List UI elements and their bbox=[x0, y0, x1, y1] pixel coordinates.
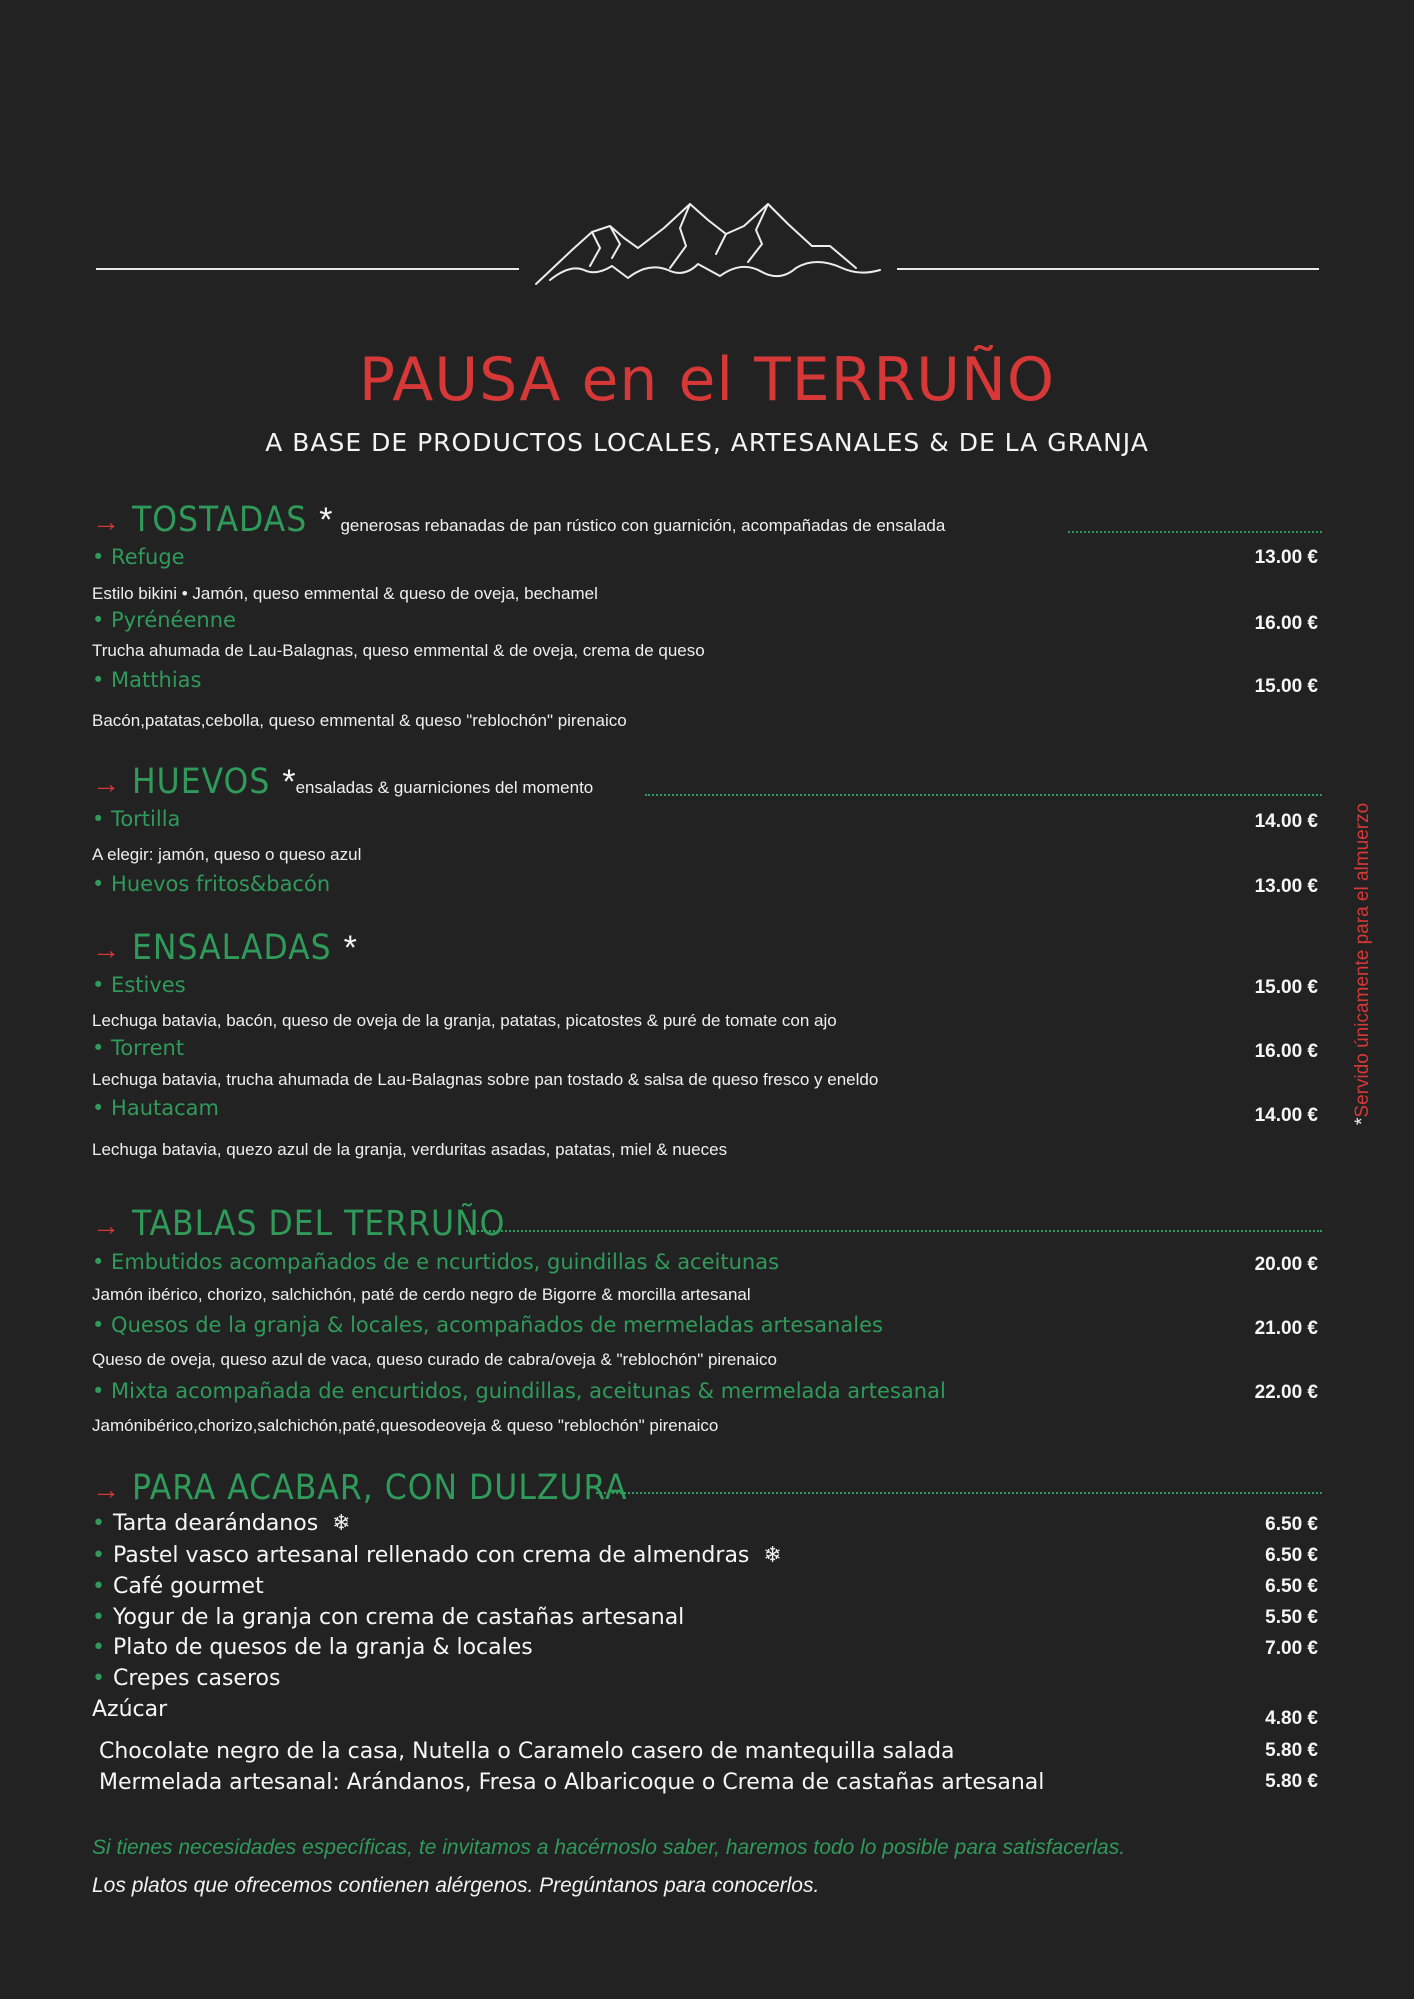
menu-item-price: 4.80 € bbox=[1265, 1708, 1318, 1729]
section-header-tostadas bbox=[92, 500, 945, 540]
section-title: HUEVOS bbox=[132, 762, 271, 802]
menu-item-price: 22.00 € bbox=[1254, 1382, 1318, 1403]
side-note-text: Servido únicamente para el almuerzo bbox=[1352, 802, 1373, 1118]
menu-item-price: 15.00 € bbox=[1254, 977, 1318, 998]
section-note: ensaladas & guarniciones del momento bbox=[295, 778, 594, 797]
menu-subtitle: A BASE DE PRODUCTOS LOCALES, ARTESANALES & DE LA GRANJA bbox=[265, 428, 1149, 457]
side-note-lunch-only bbox=[1352, 803, 1374, 1125]
menu-item-price: 5.50 € bbox=[1265, 1607, 1318, 1628]
bullet: • bbox=[92, 1605, 105, 1630]
section-title: TOSTADAS bbox=[132, 500, 308, 540]
right-divider bbox=[897, 268, 1319, 270]
mountains-logo bbox=[530, 198, 890, 290]
menu-item-price: 6.50 € bbox=[1265, 1545, 1318, 1566]
dessert-item bbox=[92, 1605, 684, 1630]
dessert-name: Tarta dearándanos bbox=[112, 1511, 319, 1536]
menu-item-desc: Estilo bikini • Jamón, queso emmental & queso de oveja, bechamel bbox=[92, 584, 598, 603]
menu-item-price: 6.50 € bbox=[1265, 1576, 1318, 1597]
arrow-icon: → bbox=[92, 1474, 120, 1505]
menu-item-price: 21.00 € bbox=[1254, 1318, 1318, 1339]
dessert-name: Café gourmet bbox=[112, 1574, 264, 1599]
dotted-leader bbox=[466, 1230, 1322, 1232]
menu-item-price: 13.00 € bbox=[1254, 876, 1318, 897]
footer-note-needs: Si tienes necesidades específicas, te invitamos a hacérnoslo saber, haremos todo lo posible para satisfacerlas. bbox=[92, 1836, 1126, 1859]
dotted-leader bbox=[1068, 531, 1322, 533]
menu-item-price: 13.00 € bbox=[1254, 547, 1318, 568]
section-header-postres bbox=[92, 1468, 628, 1508]
dessert-name: Yogur de la granja con crema de castañas artesanal bbox=[112, 1605, 685, 1630]
menu-item-name: • Huevos fritos&bacón bbox=[92, 872, 331, 896]
bullet: • bbox=[92, 1511, 105, 1536]
section-header-ensaladas bbox=[92, 928, 357, 968]
menu-item-price: 5.80 € bbox=[1265, 1771, 1318, 1792]
menu-item-price: 16.00 € bbox=[1254, 613, 1318, 634]
arrow-icon: → bbox=[92, 1210, 120, 1241]
menu-item-desc: Bacón,patatas,cebolla, queso emmental & queso "reblochón" pirenaico bbox=[92, 711, 627, 730]
dessert-item bbox=[92, 1635, 533, 1660]
dessert-name: Crepes caseros bbox=[112, 1666, 281, 1691]
section-title: PARA ACABAR, CON DULZURA bbox=[132, 1468, 628, 1508]
arrow-icon: → bbox=[92, 768, 120, 799]
menu-item-price: 7.00 € bbox=[1265, 1638, 1318, 1659]
menu-item-desc: Lechuga batavia, trucha ahumada de Lau-Balagnas sobre pan tostado & salsa de queso fresco y eneldo bbox=[92, 1070, 879, 1089]
section-header-huevos bbox=[92, 762, 593, 802]
section-title: TABLAS DEL TERRUÑO bbox=[132, 1204, 506, 1244]
asterisk: * bbox=[319, 501, 333, 539]
bullet: • bbox=[92, 1543, 105, 1568]
menu-title: PAUSA en el TERRUÑO bbox=[358, 345, 1056, 415]
menu-item-desc: Trucha ahumada de Lau-Balagnas, queso emmental & de oveja, crema de queso bbox=[92, 641, 705, 660]
crepe-option: Chocolate negro de la casa, Nutella o Caramelo casero de mantequilla salada bbox=[99, 1739, 955, 1764]
menu-item-name: • Hautacam bbox=[92, 1096, 220, 1120]
menu-item-name: • Torrent bbox=[92, 1036, 185, 1060]
snowflake-icon: ❄ bbox=[332, 1511, 351, 1536]
menu-item-price: 14.00 € bbox=[1254, 811, 1318, 832]
asterisk: * bbox=[1352, 1117, 1373, 1125]
bullet: • bbox=[92, 1574, 105, 1599]
snowflake-icon: ❄ bbox=[763, 1543, 782, 1568]
menu-item-price: 15.00 € bbox=[1254, 676, 1318, 697]
dotted-leader bbox=[645, 794, 1322, 796]
asterisk: * bbox=[343, 929, 357, 967]
menu-item-price: 14.00 € bbox=[1254, 1105, 1318, 1126]
menu-item-price: 16.00 € bbox=[1254, 1041, 1318, 1062]
menu-item-price: 20.00 € bbox=[1254, 1254, 1318, 1275]
menu-item-name: • Mixta acompañada de encurtidos, guindillas, aceitunas & mermelada artesanal bbox=[92, 1379, 946, 1403]
menu-item-name: • Matthias bbox=[92, 668, 202, 692]
menu-item-name: • Refuge bbox=[92, 545, 185, 569]
section-header-tablas bbox=[92, 1204, 505, 1244]
menu-item-price: 6.50 € bbox=[1265, 1514, 1318, 1535]
arrow-icon: → bbox=[92, 934, 120, 965]
bullet: • bbox=[92, 1635, 105, 1660]
dotted-leader bbox=[596, 1492, 1322, 1494]
menu-item-desc: Queso de oveja, queso azul de vaca, queso curado de cabra/oveja & "reblochón" pirenaico bbox=[92, 1350, 777, 1369]
crepe-option: Mermelada artesanal: Arándanos, Fresa o Albaricoque o Crema de castañas artesanal bbox=[99, 1770, 1045, 1795]
menu-item-price: 5.80 € bbox=[1265, 1740, 1318, 1761]
bullet: • bbox=[92, 1666, 105, 1691]
menu-item-desc: Lechuga batavia, quezo azul de la granja, verduritas asadas, patatas, miel & nueces bbox=[92, 1140, 728, 1159]
menu-item-name: • Embutidos acompañados de e ncurtidos, guindillas & aceitunas bbox=[92, 1250, 780, 1274]
section-note: generosas rebanadas de pan rústico con guarnición, acompañadas de ensalada bbox=[340, 516, 946, 535]
section-title: ENSALADAS bbox=[132, 928, 332, 968]
menu-item-desc: Lechuga batavia, bacón, queso de oveja de la granja, patatas, picatostes & puré de tomate con ajo bbox=[92, 1011, 837, 1030]
dessert-name: Pastel vasco artesanal rellenado con crema de almendras bbox=[112, 1543, 750, 1568]
asterisk: * bbox=[282, 763, 296, 801]
menu-item-name: • Estives bbox=[92, 973, 186, 997]
footer-note-allergens: Los platos que ofrecemos contienen alérgenos. Pregúntanos para conocerlos. bbox=[92, 1874, 820, 1897]
crepe-option: Azúcar bbox=[92, 1697, 168, 1722]
menu-item-name: • Pyrénéenne bbox=[92, 608, 236, 632]
menu-item-desc: Jamón ibérico, chorizo, salchichón, paté de cerdo negro de Bigorre & morcilla artesanal bbox=[92, 1285, 751, 1304]
dessert-item bbox=[92, 1666, 280, 1691]
menu-item-name: • Quesos de la granja & locales, acompañados de mermeladas artesanales bbox=[92, 1313, 883, 1337]
dessert-item bbox=[92, 1574, 264, 1599]
dessert-item bbox=[92, 1511, 351, 1536]
arrow-icon: → bbox=[92, 506, 120, 537]
left-divider bbox=[96, 268, 519, 270]
dessert-name: Plato de quesos de la granja & locales bbox=[112, 1635, 533, 1660]
menu-item-desc: Jamónibérico,chorizo,salchichón,paté,quesodeoveja & queso "reblochón" pirenaico bbox=[92, 1416, 719, 1435]
menu-item-name: • Tortilla bbox=[92, 807, 181, 831]
menu-item-desc: A elegir: jamón, queso o queso azul bbox=[92, 845, 362, 864]
dessert-item bbox=[92, 1543, 782, 1568]
